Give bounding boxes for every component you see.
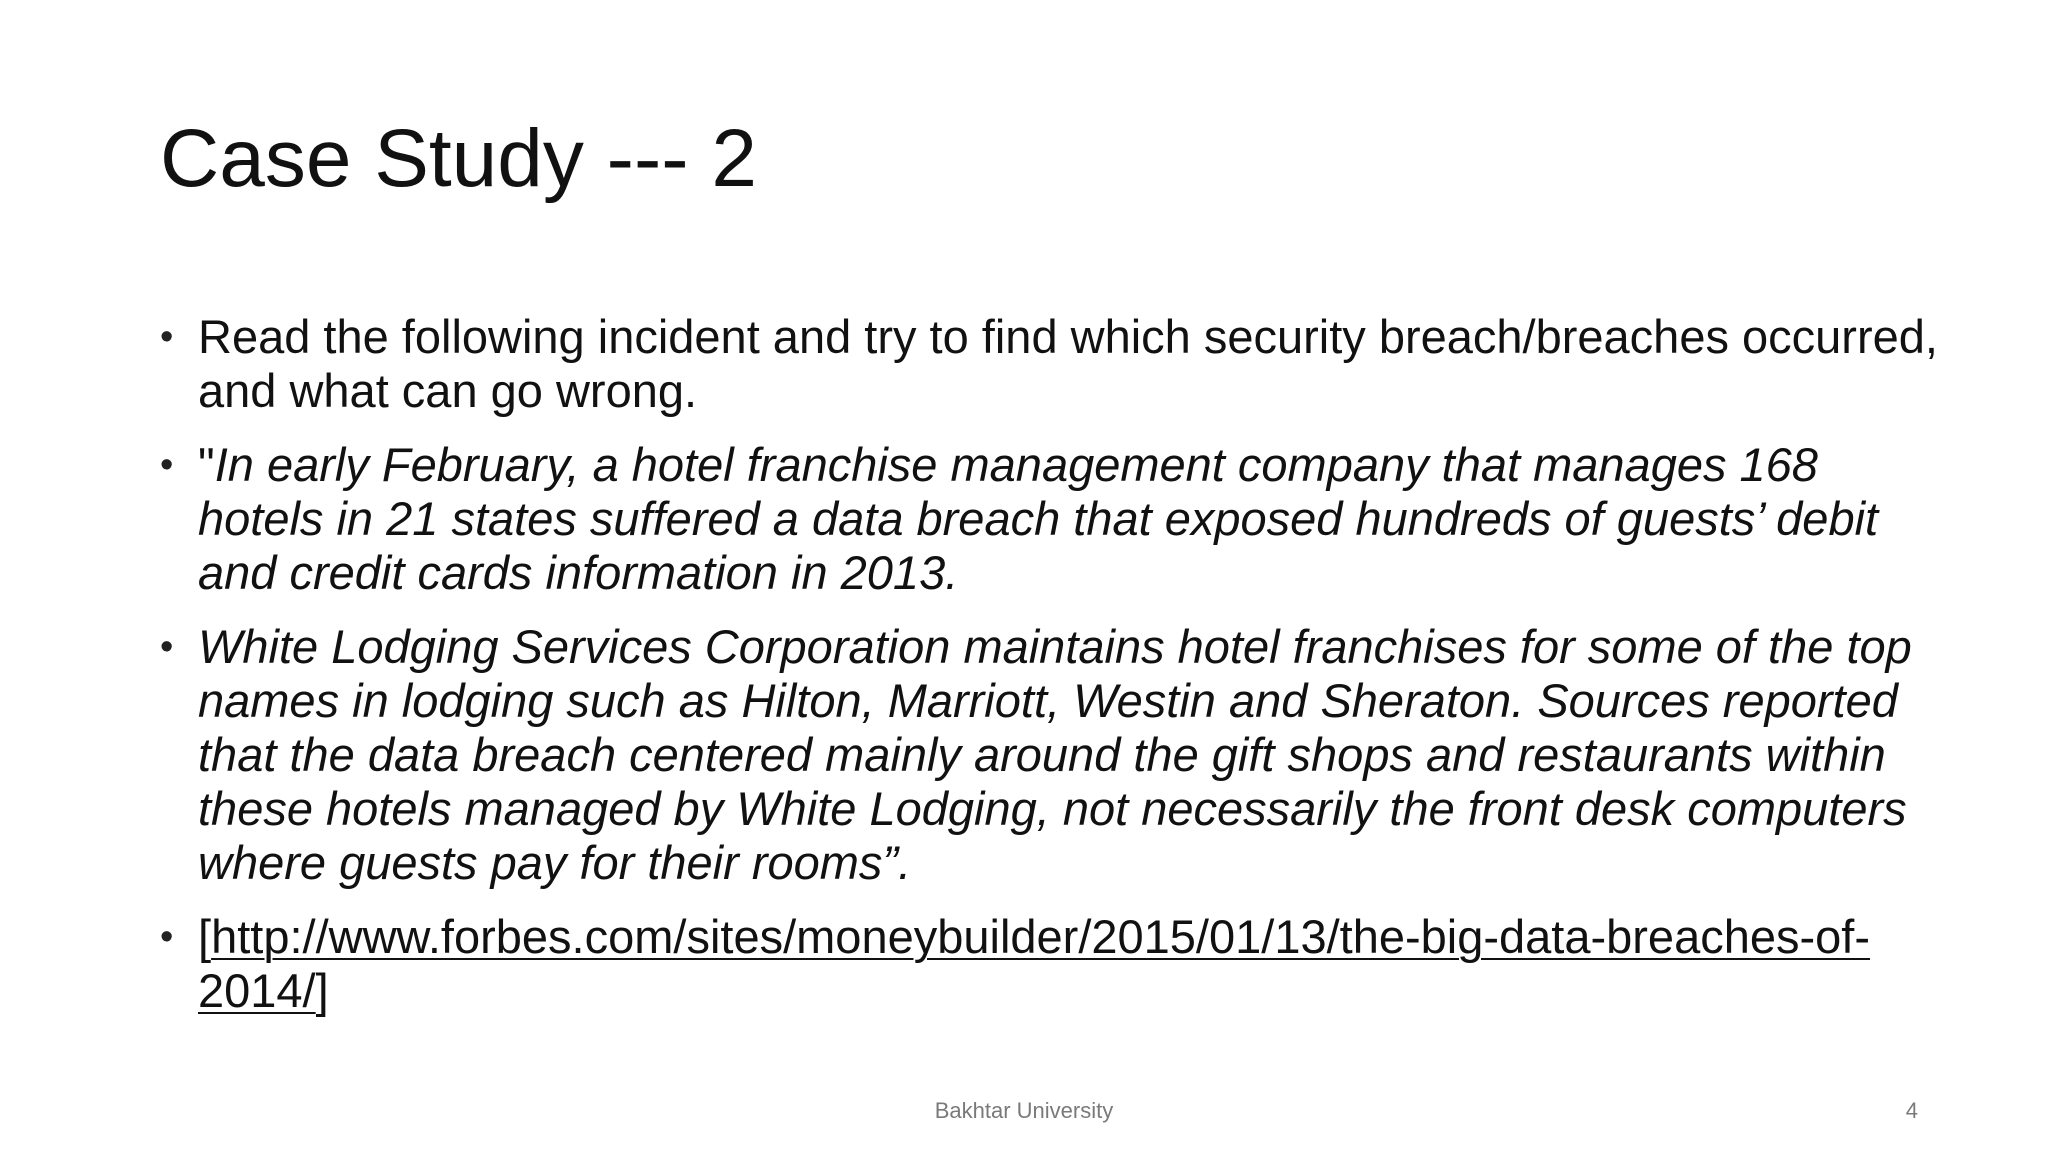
quote-prefix: "	[198, 438, 215, 491]
footer-text: Bakhtar University	[934, 1098, 1114, 1123]
slide-title: Case Study --- 2	[160, 113, 757, 204]
bullet-marker: •	[160, 316, 174, 358]
page-number: 4	[1905, 1098, 1918, 1123]
bullet-text-details: White Lodging Services Corporation maintains hotel franchises for some of the top names in lodging such as Hilton, Marriott, Westin and Sheraton. Sources reported that the data breach centered mainly around the gift shops and restaurants within these hotels managed by White Lodging, not necessarily the front desk computers where guests pay for their rooms”.	[198, 620, 1912, 889]
bullet-marker: •	[160, 626, 174, 668]
bullet-list	[160, 310, 1940, 1038]
bullet-text-instructions: Read the following incident and try to find which security breach/breaches occurred, and what can go wrong.	[198, 310, 1938, 417]
bullet-item-2	[160, 438, 1940, 600]
bullet-item-1	[160, 310, 1940, 418]
bullet-marker: •	[160, 444, 174, 486]
source-link[interactable]: http://www.forbes.com/sites/moneybuilder/2015/01/13/the-big-data-breaches-of-2014/	[198, 910, 1870, 1017]
bullet-item-4	[160, 910, 1940, 1018]
close-bracket: ]	[315, 964, 329, 1017]
bullet-text-source	[198, 910, 1940, 1018]
incident-quote: In early February, a hotel franchise management company that manages 168 hotels in 21 states suffered a data breach that exposed hundreds of guests’ debit and credit cards information in 2013.	[198, 438, 1879, 599]
bullet-item-3	[160, 620, 1940, 890]
bullet-marker: •	[160, 916, 174, 958]
open-bracket: [	[198, 910, 212, 963]
bullet-text-incident	[198, 438, 1940, 600]
